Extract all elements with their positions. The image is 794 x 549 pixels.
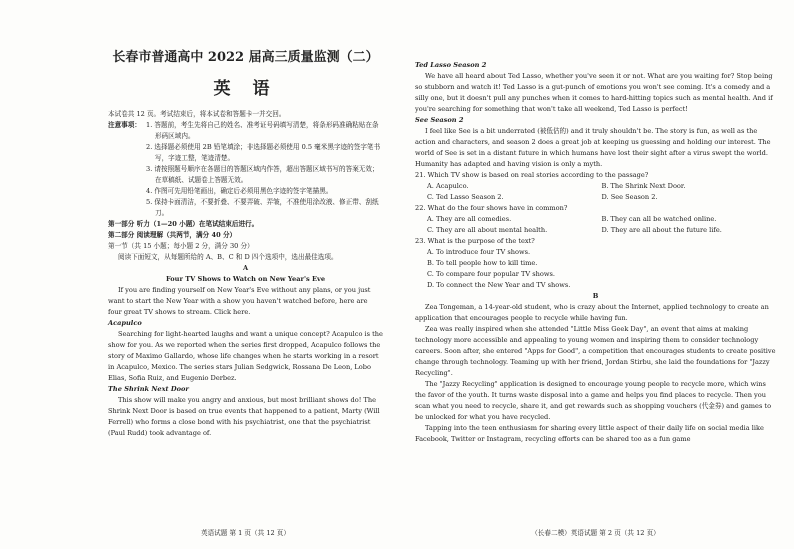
show-title-shrink: The Shrink Next Door (108, 385, 189, 393)
note-item: 3. 请按照题号顺序在各题目的答题区域内作答，超出答题区域书写的答案无效；在草稿纸、试题卷上答题无效。 (146, 165, 379, 184)
option: A. To introduce four TV shows. (427, 248, 531, 256)
show-title-ted-lasso: Ted Lasso Season 2 (415, 61, 487, 69)
notes-list (146, 120, 383, 219)
option: C. To compare four popular TV shows. (427, 270, 556, 278)
option: A. They are all comedies. (427, 215, 512, 223)
part1-heading: 第一部分 听力（1—20 小题）在笔试结束后进行。 (108, 220, 259, 228)
options-row (415, 214, 776, 225)
page-right (397, 0, 794, 549)
option: B. They can all be watched online. (601, 215, 717, 223)
option: D. They are all about the future life. (601, 226, 722, 234)
intro-text: 本试卷共 12 页。考试结束后，将本试卷和答题卡一并交回。 (108, 110, 286, 118)
passage-title: Four TV Shows to Watch on New Year's Eve (165, 275, 326, 283)
options-row (415, 192, 776, 203)
option: A. Acapulco. (427, 182, 469, 190)
note-item: 4. 作图可先用铅笔画出，确定后必须用黑色字迹的签字笔描黑。 (146, 187, 333, 195)
show-text-acapulco: Searching for light-hearted laughs and want a unique concept? Acapulco is the show for you. As we reported when the series first dropped, Acapulco follows the story of Maximo Gallardo, whose life changes when he starts working in a resort in Acapulco, Mexico. The series stars Julian Sedgwick, Rossana De Leon, Lobo Elias, Sofia Ruiz, and Eugenio Derbez. (108, 330, 383, 382)
exam-title: 长春市普通高中 2022 届高三质量监测（二） (112, 50, 379, 65)
part2-heading: 第二部分 阅读理解（共两节，满分 40 分） (108, 231, 237, 239)
option: C. Ted Lasso Season 2. (427, 193, 504, 201)
passage-b-paragraph: Tapping into the teen enthusiasm for sharing every little aspect of their daily life on social media like Facebook, Twitter or Instagram, recycling efforts can be shared too as a fun game (415, 424, 764, 443)
option: D. To connect the New Year and TV shows. (427, 281, 571, 289)
note-item: 2. 选择题必须使用 2B 铅笔填涂；非选择题必须使用 0.5 毫米黑字迹的签字笔书写，字迹工整，笔迹清楚。 (146, 143, 381, 162)
show-title-acapulco: Acapulco (108, 319, 142, 327)
question-22: 22. What do the four shows have in common? (415, 204, 568, 212)
page-footer-right: （长春二模）英语试题 第 2 页（共 12 页） (531, 529, 660, 537)
note-item: 5. 保持卡面清洁，不要折叠、不要弄破、弄皱，不准使用涂改液、修正带、刮纸刀。 (146, 198, 379, 217)
notes-block (108, 120, 383, 219)
page-footer-left: 英语试题 第 1 页（共 12 页） (200, 529, 290, 537)
notes-label: 注意事项： (108, 121, 141, 129)
note-item: 1. 答题前，考生先将自己的姓名、准考证号码填写清楚，将条形码准确粘贴在条形码区域内。 (146, 121, 379, 140)
question-21: 21. Which TV show is based on real stories according to the passage? (415, 171, 649, 179)
option: B. The Shrink Next Door. (601, 182, 686, 190)
option: C. They are all about mental health. (427, 226, 548, 234)
option: B. To tell people how to kill time. (427, 259, 538, 267)
passage-b-paragraph: The "Jazzy Recycling" application is designed to encourage young people to recycle more, which wins the favor of the youth. It turns waste disposal into a game and helps you find places to recycle. Then you scan what you need to recycle, share it, and get rewards such as shopping vouchers (代金券) and games to be unlocked for what you have recycled. (415, 380, 772, 421)
question-23: 23. What is the purpose of the text? (415, 237, 535, 245)
instruction-text: 阅读下面短文，从每题所给的 A、B、C 和 D 四个选项中，选出最佳选项。 (118, 253, 338, 261)
show-text-ted-lasso: We have all heard about Ted Lasso, whether you've seen it or not. What are you waiting for? Stop being so stubborn and watch it! Ted Lasso is a gut-punch of emotions you won't see coming. It's a comedy and a silly one, but it doesn't pull any punches when it comes to hard-hitting topics such as mental health. And if you're searching for something that won't take all weekend, Ted Lasso is perfect! (415, 72, 773, 113)
show-title-see: See Season 2 (415, 116, 464, 124)
section1-heading: 第一节（共 15 小题；每小题 2 分，满分 30 分） (108, 242, 254, 250)
options-row (415, 225, 776, 236)
subject-title: 英 语 (213, 79, 278, 99)
show-text-shrink: This show will make you angry and anxious, but most brilliant shows do! The Shrink Next Door is based on true events that happened to a patient, Marty (Will Ferrell) who forms a close bond with his psychiatrist, one that the psychiatrist (Paul Rudd) took advantage of. (108, 396, 380, 437)
show-text-see: I feel like See is a bit underrated (被低估的) and it truly shouldn't be. The story is fun, as well as the action and characters, and season 2 does a great job at keeping us guessing and holding our interest. The world of See is set in a distant future in which humans have lost their sight after a virus swept the world. Humanity has adapted and having vision is only a myth. (415, 127, 771, 168)
passage-b-paragraph: Zea was really inspired when she attended "Little Miss Geek Day", an event that aims at making technology more accessible and appealing to young women and inspiring them to consider technology careers. Soon after, she entered "Apps for Good", a competition that encourages students to create positive change through technology. Teaming up with her friend, Jordan Stirbu, she laid the foundations for "Jazzy Recycling". (415, 325, 776, 377)
options-row (415, 181, 776, 192)
passage-letter-b: B (592, 292, 599, 300)
passage-b-paragraph: Zea Tongeman, a 14-year-old student, who is crazy about the Internet, applied technology to create an application that encourages people to recycle while having fun. (415, 303, 769, 322)
passage-paragraph: If you are finding yourself on New Year's Eve without any plans, or you just want to start the New Year with a show you haven't watched before, here are four great TV shows to stream. Click here. (108, 286, 371, 316)
passage-letter-a: A (242, 264, 249, 272)
option: D. See Season 2. (601, 193, 658, 201)
